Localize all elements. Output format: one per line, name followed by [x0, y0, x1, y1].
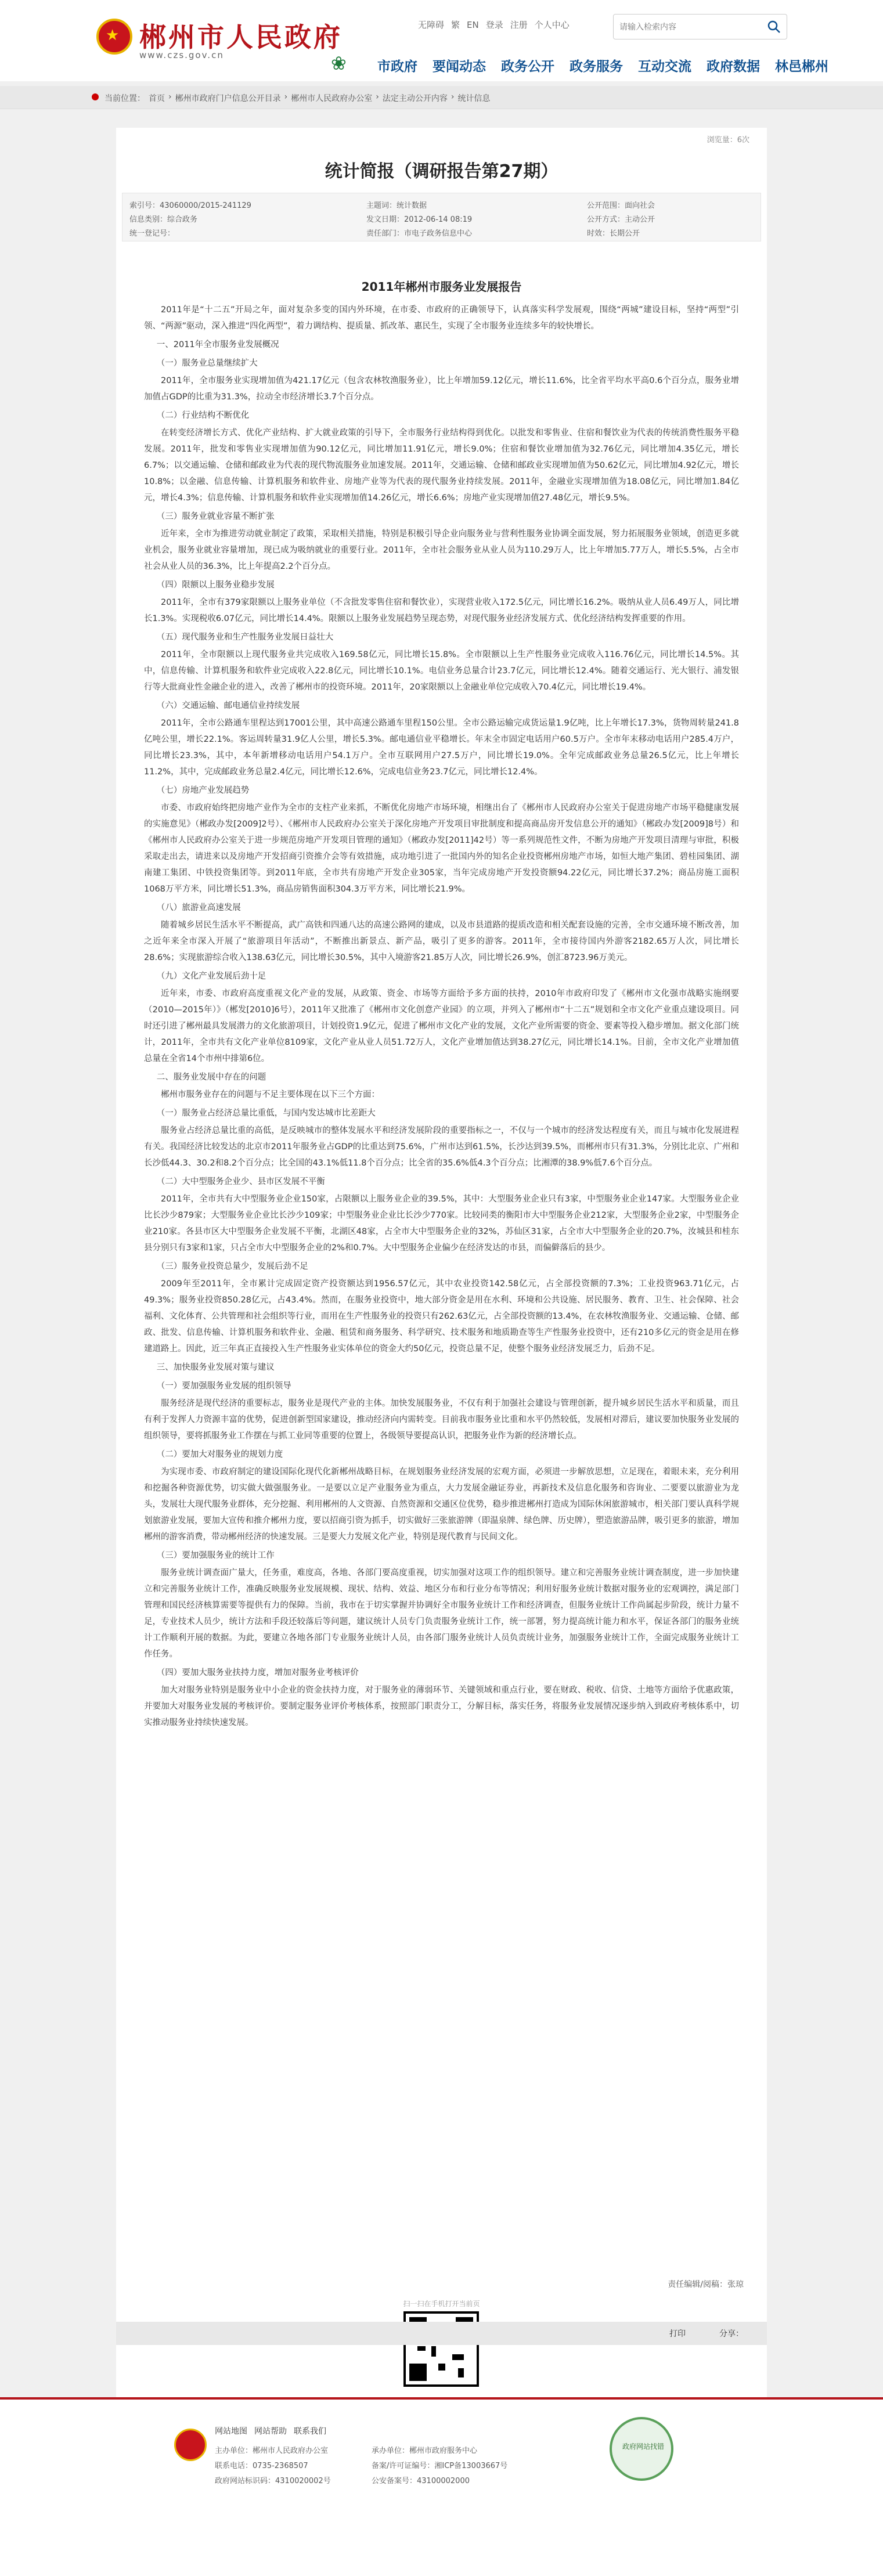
paragraph: 2011年，全市共有大中型服务业企业150家，占限额以上服务业企业的39.5%，其中：大型服务业企业只有3家，中型服务业企业147家。大型服务业企业比长沙少879家；大型服务业企业比长沙少109家；中型服务业企业比长沙少770家。比较同类的衡阳市大中型服务企业212家，大型服务企业2家，中型服务企业210家。各县市区大中型服务企业发展不平衡，北湖区48家，占全市大中型服务企业的32%，苏仙区31家，占全市大中型服务企业的20.7%，汝城县和桂东县分别只有3家和1家，只占全市大中型服务企业的2%和0.7%。大中型服务企业偏少在经济发达的市县，而偏僻落后的县少。: [144, 1195, 739, 1253]
breadcrumb-statistics[interactable]: 统计信息: [457, 94, 491, 103]
breadcrumb-statutory[interactable]: 法定主动公开内容: [382, 94, 448, 103]
location-pin-icon: [92, 93, 99, 100]
english-link[interactable]: EN: [467, 19, 479, 30]
meta-method: 公开方式：主动公开: [587, 215, 655, 224]
article-body: [144, 302, 739, 1732]
meta-index-no: 索引号：43060000/2015-241129: [129, 201, 251, 210]
site-url: www.czs.gov.cn: [139, 50, 224, 60]
site-title[interactable]: 郴州市人民政府: [139, 21, 343, 53]
section-heading: （三）服务业就业容量不断扩张: [156, 512, 275, 521]
share-button[interactable]: 分享：: [719, 2329, 744, 2339]
nav-decoration-icon: ❀: [331, 52, 347, 74]
paragraph: 随着城乡居民生活水平不断提高，武广高铁和四通八达的高速公路网的建成，以及市县道路的提质改造和相关配套设施的完善，全市交通环境不断改善，加之近年来全市深入开展了“旅游项目年活动”，不断推出新景点、新产品，吸引了更多的游客。2011年，全市接待国内外游客2182.65万人次，同比增长28.6%；实现旅游综合收入138.63亿元，同比增长30.5%，其中入境游客21.85万人次，同比增长26.9%，创汇8723.96万美元。: [144, 921, 739, 962]
section-heading: （七）房地产业发展趋势: [156, 786, 250, 795]
top-links: [418, 19, 570, 31]
breadcrumb-separator: ›: [284, 92, 288, 102]
section-heading: （三）要加强服务业的统计工作: [156, 1551, 275, 1560]
meta-code: 统一登记号：: [129, 229, 175, 238]
section-heading: （九）文化产业发展后劲十足: [156, 972, 266, 981]
paragraph: 近年来，全市为推进劳动就业制定了政策，采取相关措施，特别是积极引导企业向服务业与营利性服务业协调全面发展，努力拓展服务业领域，创造更多就业机会，服务业就业容量增加，现已成为吸纳就业的重要行业。2011年，全市社会服务业从业人员为110.29万人，比上年增加5.77万人，增长5.5%，占全市社会从业人员的36.3%，比上年提高2.2个百分点。: [144, 529, 739, 571]
paragraph: 2009年至2011年，全市累计完成固定资产投资额达到1956.57亿元，其中农业投资142.58亿元，占全部投资额的7.3%；工业投资963.71亿元，占49.3%；服务业投资850.28亿元，占43.4%。然而，在服务业投资中，地大部分资金是用在水利、环境和公共设施、居民服务、教育、卫生、社会保障、社会福利、文化体育、公共管理和社会组织等行业，而用在生产性服务业的投资只有262.63亿元，占全部投资额的13.4%，在农林牧渔服务业、交通运输、仓储、邮政、批发、信息传输、计算机服务和软件业、金融、租赁和商务服务、科学研究、技术服务和地质勘查等生产性服务业投资中，还有210多亿元的资金是用在修建道路上。因此，近三年真正直接投入生产性服务业实体单位的资金大约50亿元，投资总量不足，使整个服务业经济发展乏力，后劲不足。: [144, 1279, 739, 1354]
paragraph: 2011年，全市有379家限额以上服务业单位（不含批发零售住宿和餐饮业），实现营业收入172.5亿元，同比增长16.2%。吸纳从业人员6.49万人，同比增长1.3%。实现税收6.07亿元，同比增长14.4%。限额以上服务业发展趋势呈现态势，对现代服务业经济发展方式、优化经济结构发挥重要的作用。: [144, 598, 739, 623]
personal-center-link[interactable]: 个人中心: [534, 20, 570, 30]
editor-credit: 责任编辑/阅稿：张琼: [668, 2280, 744, 2289]
main-nav: [377, 56, 828, 75]
section-heading: （二）大中型服务企业少、县市区发展不平衡: [156, 1177, 325, 1186]
paragraph: 为实现市委、市政府制定的建设国际化现代化新郴州战略目标，在规划服务业经济发展的宏观方面，必须进一步解放思想，立足现在，着眼未来，充分利用和挖掘各种资源优势，切实做大做强服务业。一是要以立足产业服务业为重点，大力发展金融证券业，再新技术及信息化服务和咨询业、二要要以旅游业为龙头，发展壮大现代服务业群体，充分挖掘、利用郴州的人文资源、自然资源和交通区位优势，稳步推进郴州打造成为国际休闲旅游城市，相关部门要认真科学规划旅游业发展，要加大宣传和推介郴州力度，要以招商引资为抓手，切实做好三张旅游牌（即温泉牌、绿色牌、历史牌），塑造旅游品牌，吸引更多的旅游，增加郴州的游客消费，带动郴州经济的快速发展。三是要大力发展文化产业，特别是现代教育与民间文化。: [144, 1467, 739, 1542]
site-footer: [0, 2397, 883, 2576]
national-emblem-icon[interactable]: ★: [96, 19, 132, 55]
login-link[interactable]: 登录: [485, 20, 503, 30]
search-box: [613, 14, 787, 39]
footer-links: [215, 2425, 326, 2437]
section-heading: （四）要加大服务业扶持力度，增加对服务业考核评价: [156, 1668, 359, 1677]
paragraph: 郴州市服务业存在的问题与不足主要体现在以下三个方面：: [161, 1090, 380, 1099]
traditional-chinese-link[interactable]: 繁: [451, 20, 460, 30]
breadcrumb-catalog[interactable]: 郴州市政府门户信息公开目录: [175, 94, 281, 103]
footer-icp: 备案/许可证编号：湘ICP备13003667号: [372, 2462, 508, 2470]
nav-item-services[interactable]: 政务服务: [570, 59, 623, 74]
footer-phone: 联系电话：0735-2368507: [215, 2462, 308, 2470]
print-button[interactable]: 打印: [669, 2329, 686, 2339]
section-heading: （二）行业结构不断优化: [156, 411, 250, 420]
footer-emblem-icon: [174, 2429, 207, 2461]
sitemap-link[interactable]: 网站地图: [215, 2427, 247, 2436]
footer-police: 公安备案号：43100002000: [372, 2477, 470, 2485]
paragraph: 服务经济是现代经济的重要标志，服务业是现代产业的主体。加快发展服务业，不仅有利于加强社会建设与管理创新，提升城乡居民生活水平和质量，而且有利于发挥人力资源丰富的优势，促进创新型国家建设，推动经济向内需转变。目前我市服务业比重和水平仍然较低，发展相对滞后，建议要加快服务业发展的组织领导，要将抓服务业工作摆在与抓工业同等重要的位置上，各级领导要提高认识，把服务业作为新的经济增长点。: [144, 1399, 739, 1441]
breadcrumb-home[interactable]: 首页: [149, 94, 165, 103]
breadcrumb-separator: ›: [450, 92, 455, 102]
section-heading: （一）服务业总量继续扩大: [156, 359, 258, 368]
meta-category: 信息类别：综合政务: [129, 215, 198, 224]
site-header: [0, 0, 883, 81]
breadcrumb: [92, 92, 490, 104]
contact-link[interactable]: 联系我们: [294, 2427, 326, 2436]
footer-site-code: 政府网站标识码：4310020002号: [215, 2477, 331, 2485]
section-heading: （三）服务业投资总量少，发展后劲不足: [156, 1262, 308, 1271]
footer-info-right: [372, 2444, 507, 2489]
section-heading: （一）服务业占经济总量比重低，与国内发达城市比差距大: [156, 1109, 376, 1118]
nav-item-disclosure[interactable]: 政务公开: [501, 59, 554, 74]
paragraph: 服务业占经济总量比重的高低，是反映城市的整体发展水平和经济发展阶段的重要指标之一，不仅与一个城市的经济发达程度有关，而且与城市化发展进程有关。我国经济比较发达的北京市2011年服务业占GDP的比重达到75.6%，广州市达到61.5%，长沙达到39.5%，而郴州市只有31.3%，分别比北京、广州和长沙低44.3、30.2和8.2个百分点；比全国的43.1%低11.8个百分点；比全省的35.6%低4.3个百分点；比湘潭的38.9%低7.6个百分点。: [144, 1126, 739, 1168]
paragraph: 2011年，全市公路通车里程达到17001公里，其中高速公路通车里程150公里。全市公路运输完成货运量1.9亿吨，比上年增长17.3%，货物周转量241.8亿吨公里，增长22.1%。客运周转量31.9亿人公里，增长5.3%。邮电通信业平稳增长。年末全市固定电话用户60.5万户。全市年末移动电话用户285.4万户，同比增长23.3%，其中，本年新增移动电话用户54.1万户。全市互联网用户27.5万户，同比增长19.0%。全年完成邮政业务总量26.5亿元，比上年增长11.2%，其中，完成邮政业务总量2.4亿元，同比增长12.6%，完成电信业务23.7亿元，同比增长12.4%。: [144, 719, 739, 777]
paragraph: 加大对服务业特别是服务业中小企业的资金扶持力度，对于服务业的薄弱环节、关键领域和重点行业，要在财政、税收、信贷、土地等方面给予优惠政策，并要加大对服务业发展的考核评价。要制定服务业评价考核体系，按照部门职责分工，分解目标，落实任务，将服务业发展情况逐步纳入到政府考核体系中，切实推动服务业持续快速发展。: [144, 1686, 739, 1727]
nav-item-news[interactable]: 要闻动态: [433, 59, 486, 74]
accessibility-link[interactable]: 无障碍: [418, 20, 445, 30]
footer-sponsor: 主办单位：郴州市人民政府办公室: [215, 2447, 329, 2455]
search-icon[interactable]: [767, 20, 781, 34]
error-report-badge[interactable]: [610, 2417, 673, 2481]
help-link[interactable]: 网站帮助: [254, 2427, 287, 2436]
paragraph: 2011年，全市限额以上现代服务业共完成收入169.58亿元，同比增长15.8%。全市限额以上生产性服务业完成收入116.76亿元，同比增长14.5%。其中，信息传输、计算机服务和软件业完成收入22.8亿元，同比增长10.1%。电信业务总量合计23.7亿元，同比增长12.4%。随着交通运行、光大银行、浦发银行等大批商业性金融企业的进入，改善了郴州市的投资环境。2011年，20家限额以上金融业单位完成收入70.4亿元，同比增长19.4%。: [144, 650, 739, 692]
view-count: 浏览量：6次: [707, 136, 749, 145]
section-heading: 一、2011年全市服务业发展概况: [156, 340, 279, 349]
nav-item-government[interactable]: 市政府: [377, 59, 417, 74]
paragraph: 2011年，全市服务业实现增加值为421.17亿元（包含农林牧渔服务业），比上年增加59.12亿元，增长11.6%，比全省平均水平高0.6个百分点，服务业增加值占GDP的比重为31.3%，拉动全市经济增长3.7个百分点。: [144, 376, 739, 402]
meta-unit: 责任部门：市电子政务信息中心: [366, 229, 473, 238]
section-heading: （八）旅游业高速发展: [156, 903, 241, 912]
breadcrumb-bar: [0, 86, 883, 109]
document-panel: [116, 128, 767, 2403]
paragraph: 服务业统计调查面广量大，任务重，难度高，各地、各部门要高度重视，切实加强对这项工作的组织领导。建立和完善服务业统计调查制度，进一步加快建立和完善服务业统计工作，准确反映服务业发展规模、现状、结构、效益、地区分布和行业分布等情况；利用好服务业统计数据对服务业的宏观调控，满足部门管理和国民经济核算需要等提供有力的保障。当前，我市在于切实掌握并协调好全市服务业统计工作和经济调查，但服务业统计工作尚属起步阶段，统计力量不足，专业技术人员少，统计方法和手段还较落后等问题，建议统计人员专门负责服务业统计工作，统一部署，努力提高统计能力和水平，保证各部门的服务业统计工作顺利开展的数据。为此，要建立各地各部门专业服务业统计人员，由各部门服务业统计人员负责统计业务，加强服务业统计工作，全面完成服务业统计工作任务。: [144, 1568, 739, 1659]
paragraph: 2011年是“十二五”开局之年，面对复杂多变的国内外环境，在市委、市政府的正确领导下，认真落实科学发展观，围绕“两城”建设目标，坚持“两型”引领、“两源”驱动，深入推进“四化两型”，着力调结构、提质量、抓改革、惠民生，实现了全市服务业连续多年的较快增长。: [144, 305, 739, 331]
breadcrumb-separator: ›: [168, 92, 172, 102]
nav-item-data[interactable]: 政府数据: [707, 59, 760, 74]
meta-subject: 主题词：统计数据: [366, 201, 427, 210]
meta-scope: 公开范围：面向社会: [587, 201, 655, 210]
qr-label: 扫一扫在手机打开当前页: [403, 2300, 480, 2308]
footer-organizer: 承办单位：郴州市政府服务中心: [372, 2447, 478, 2455]
error-report-label: 政府网站找错: [622, 2442, 664, 2451]
nav-item-city[interactable]: 林邑郴州: [775, 59, 828, 74]
search-input[interactable]: [619, 19, 759, 35]
breadcrumb-label: 当前位置：: [104, 94, 145, 103]
paragraph: 市委、市政府始终把房地产业作为全市的支柱产业来抓，不断优化房地产市场环境，相继出台了《郴州市人民政府办公室关于促进房地产市场平稳健康发展的实施意见》（郴政办发[2009]2号）、《郴州市人民政府办公室关于深化房地产开发项目审批制度和提高商品房开发信息公开的通知》（郴政办发[2009]8号）和《郴州市人民政府办公室关于进一步规范房地产开发项目管理的通知》（郴政办发[2011]42号）等一系列规范性文件，不断为房地产开发项目清理与审批，积极采取走出去，请进来以及房地产开发招商引资推介会等有效措施，成功地引进了一批国内外的知名企业投资郴州房地产市场，如恒大地产集团、碧桂园集团、湖南建工集团、中铁投资集团等。到2011年底，全市共有房地产开发企业305家，当年完成房地产开发投资额94.22亿元，同比增长37.2%；商品房施工面积1068万平方米，同比增长51.3%，商品房销售面积304.3万平方米，同比增长21.9%。: [144, 803, 739, 894]
section-heading: 二、服务业发展中存在的问题: [156, 1073, 266, 1082]
section-heading: （二）要加大对服务业的规划力度: [156, 1450, 283, 1459]
nav-item-interaction[interactable]: 互动交流: [638, 59, 691, 74]
meta-date: 发文日期：2012-06-14 08:19: [366, 215, 473, 224]
register-link[interactable]: 注册: [510, 20, 528, 30]
breadcrumb-separator: ›: [376, 92, 379, 102]
metadata-table: [122, 193, 761, 241]
footer-info-left: [215, 2444, 331, 2489]
section-heading: （四）限额以上服务业稳步发展: [156, 580, 275, 590]
meta-term: 时效：长期公开: [587, 229, 640, 238]
article-title: 2011年郴州市服务业发展报告: [361, 280, 522, 294]
page-title: 统计简报（调研报告第27期）: [325, 161, 558, 182]
paragraph: 近年来，市委、市政府高度重视文化产业的发展，从政策、资金、市场等方面给予多方面的扶持，2010年市政府印发了《郴州市文化强市战略实施纲要（2010—2015年）》（郴发[2010]6号），2011年又批准了《郴州市文化创意产业园》的立项，并列入了郴州市“十二五”规划和全市文化产业重点建设项目。同时还引进了郴州最具发展潜力的文化旅游项目，计划投资1.9亿元，促进了郴州市文化产业的发展，文化产业所需要的资金、要素等投入稳步增加。据文化部门统计，2011年，全市共有文化产业单位8109家，文化产业从业人员51.72万人，文化产业增加值达到38.27亿元，同比增长14.1%。目前，全市文化产业增加值总量在全省14个市州中排第6位。: [144, 989, 739, 1063]
section-heading: （五）现代服务业和生产性服务业发展日益壮大: [156, 633, 334, 642]
paragraph: 在转变经济增长方式、优化产业结构、扩大就业政策的引导下，全市服务行业结构得到优化。以批发和零售业、住宿和餐饮业为代表的传统消费性服务平稳发展。2011年，批发和零售业实现增加值为90.12亿元，同比增加11.91亿元，增长9.0%；住宿和餐饮业增加值为32.76亿元，同比增加4.35亿元，增长6.7%；以交通运输、仓储和邮政业为代表的现代物流服务业加速发展。2011年，交通运输、仓储和邮政业实现增加值为50.62亿元，同比增加4.92亿元，增长10.8%；以金融、信息传输、计算机服务和软件业、房地产业等为代表的现代服务业持续发展。2011年，金融业实现增加值为18.08亿元，同比增加1.84亿元，增长4.3%；信息传输、计算机服务和软件业实现增加值14.26亿元，增长6.6%；房地产业实现增加值27.48亿元，增长9.5%。: [144, 428, 739, 503]
breadcrumb-office[interactable]: 郴州市人民政府办公室: [291, 94, 373, 103]
section-heading: （一）要加强服务业发展的组织领导: [156, 1381, 291, 1391]
section-heading: （六）交通运输、邮电通信业持续发展: [156, 701, 300, 710]
section-heading: 三、加快服务业发展对策与建议: [156, 1363, 275, 1372]
tools-bar: [0, 2322, 883, 2351]
